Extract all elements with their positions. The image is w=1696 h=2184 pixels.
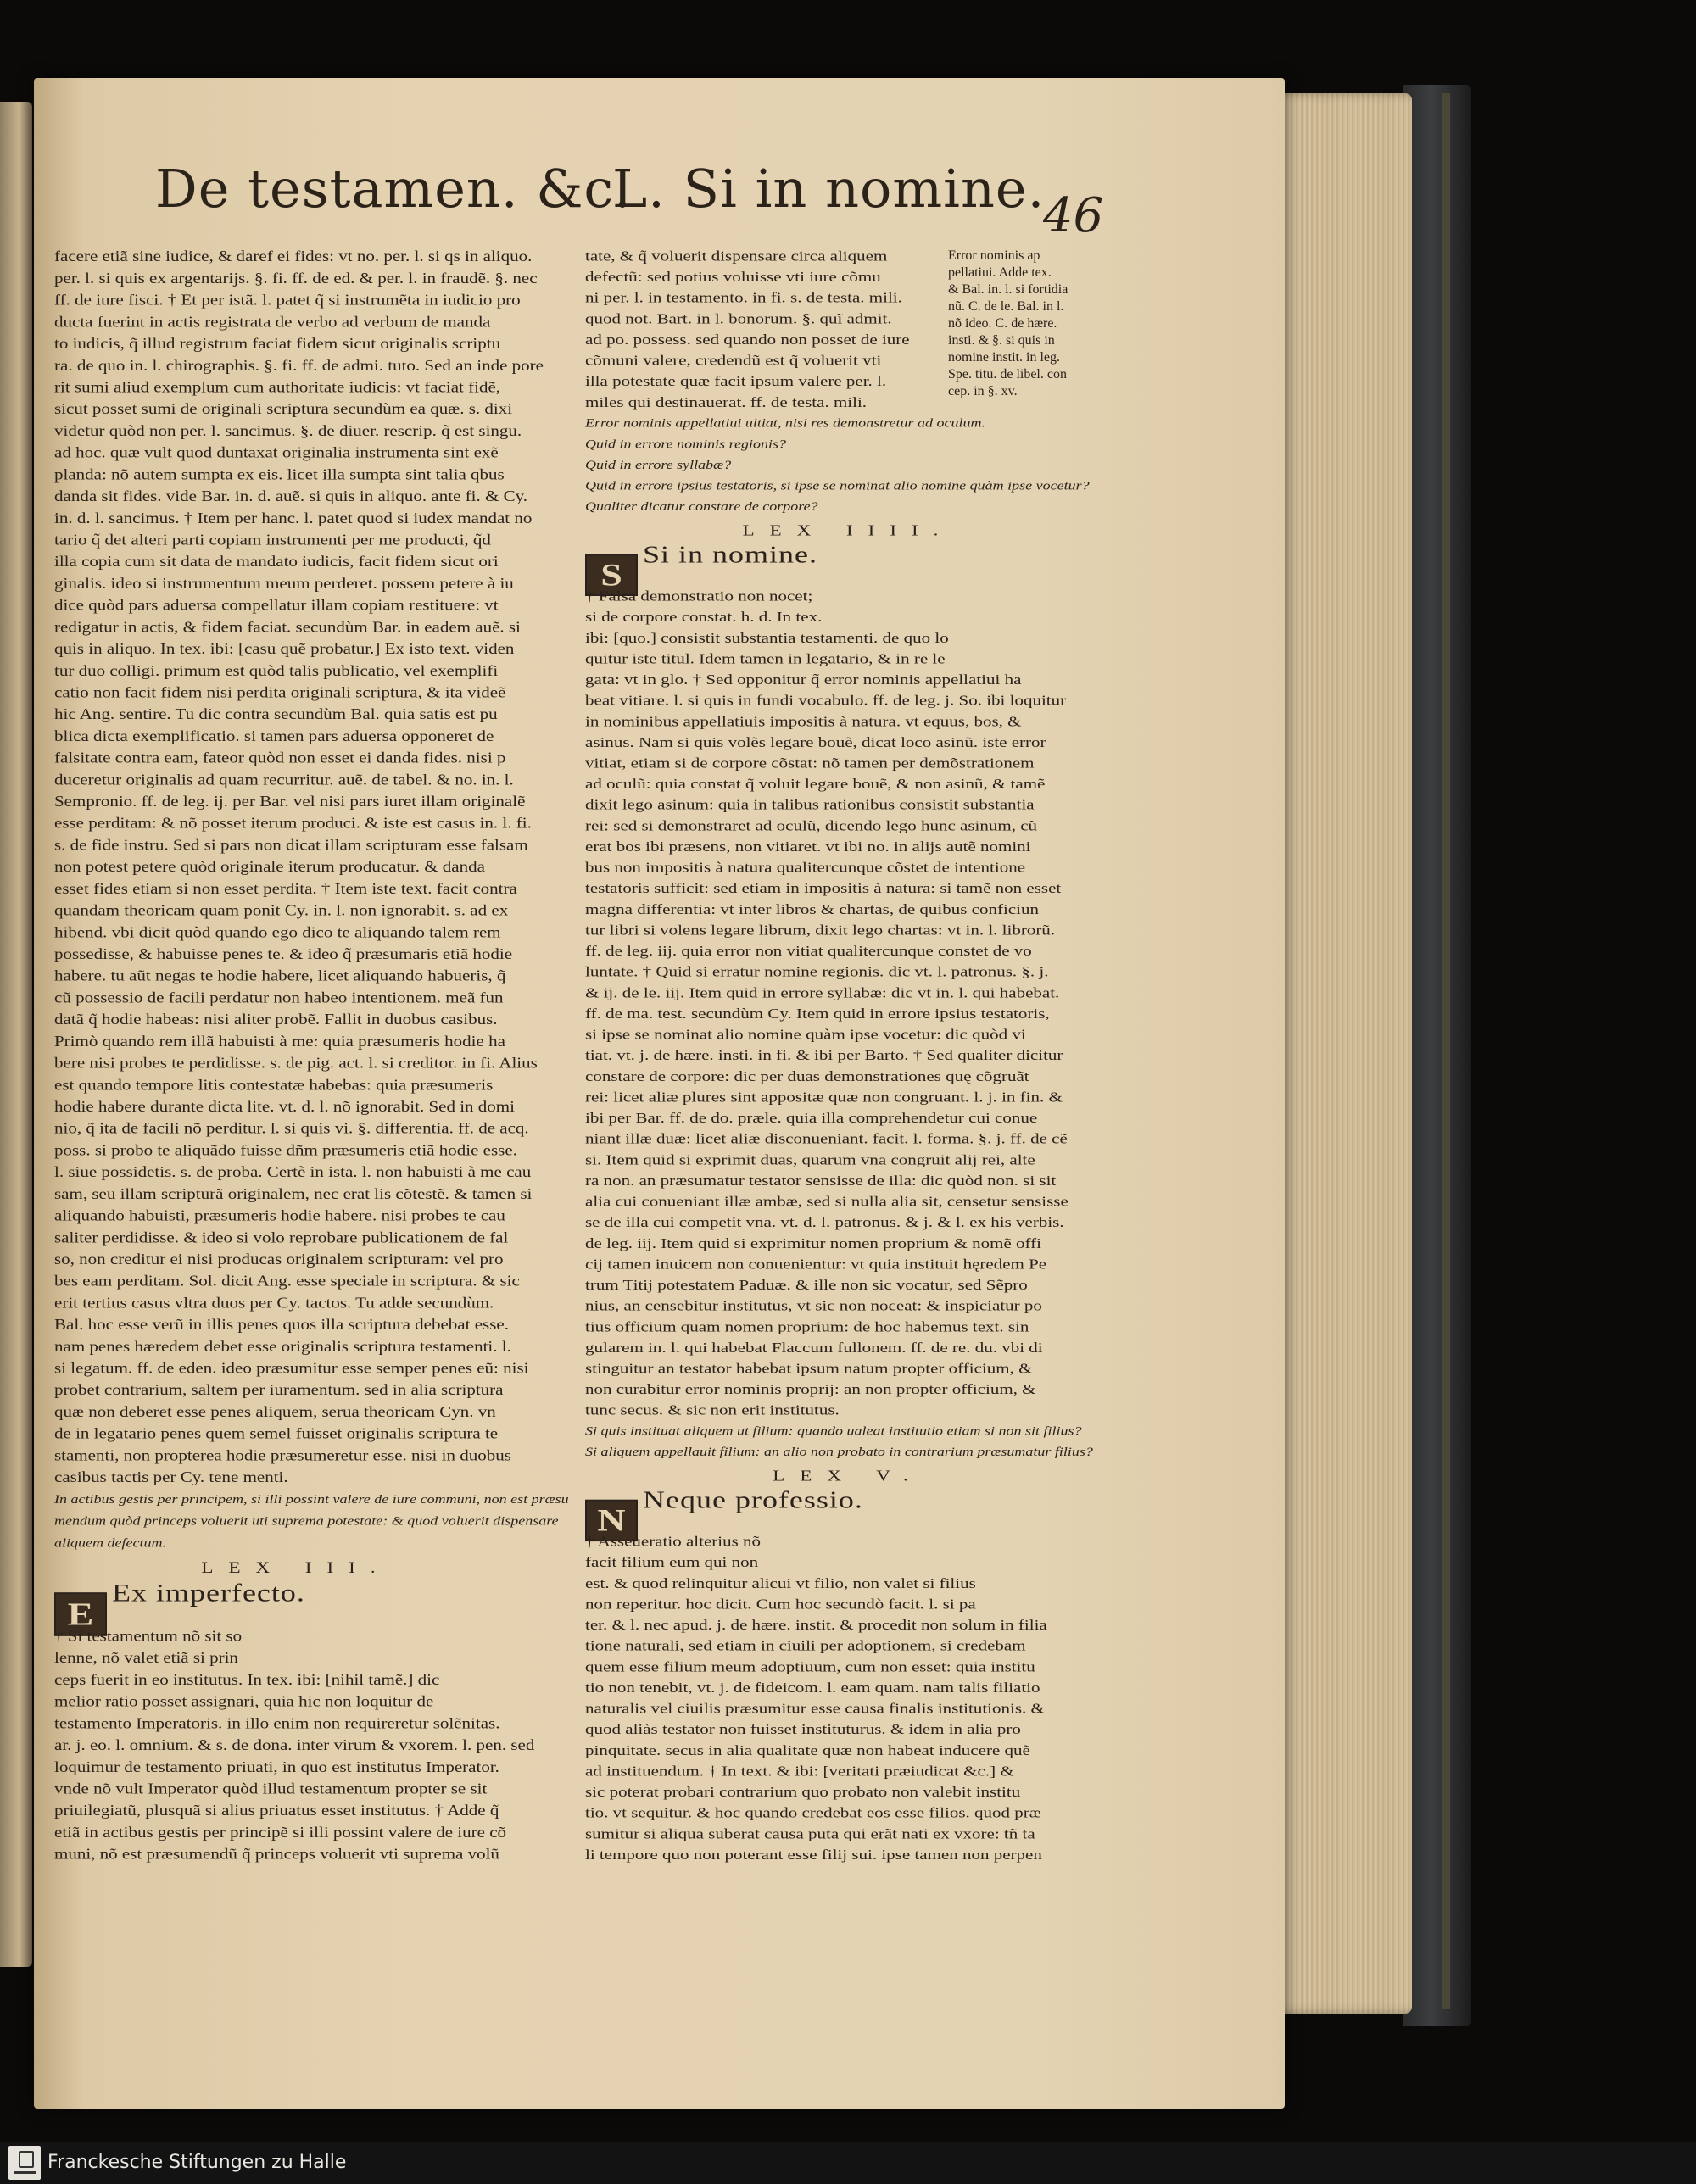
lex-text-line: niant illæ duæ: licet aliæ disconueniant. facit. l. forma. §. j. ff. de cẽ xyxy=(585,1130,1068,1147)
lex-text-line: in nominibus appellatiuis impositis à natura. vt equus, bos, & xyxy=(585,713,1022,730)
dropcap-initial: N xyxy=(585,1500,638,1541)
lex-text-line: dixit lego asinum: quia in talibus rationibus consistit substantia xyxy=(585,796,1035,813)
lex-text-line: ter. & l. nec apud. j. de hære. instit. & procedit non solum in filia xyxy=(585,1616,1047,1634)
lex-text-line: melior ratio posset assignari, quia hic non loquitur de xyxy=(54,1692,434,1710)
lex-incipit: Si in nomine. xyxy=(643,540,818,568)
lex-incipit-line xyxy=(54,1578,538,1632)
text-line: habere. tu aũt negas te hodie habere, licet aliquando habueris, q̃ xyxy=(54,967,506,984)
lex-text-line: lenne, nõ valet etiã si prin xyxy=(54,1649,238,1667)
text-line: danda sit fides. vide Bar. in. d. auẽ. si quis in aliquo. ante fi. & Cy. xyxy=(54,488,527,505)
lex-text-line: erat bos ibi præsens, non vitiaret. vt ibi no. in alijs autẽ nomini xyxy=(585,838,1031,855)
lex-text-line: bus non impositis à natura qualitercunque cõstet de intentione xyxy=(585,859,1026,876)
text-line: nam penes hæredem debet esse originalis scriptura testamenti. l. xyxy=(54,1338,511,1355)
text-line: planda: nõ autem sumpta ex eis. licet illa sumpta sint talia qbus xyxy=(54,465,505,483)
lex-text-line: priuilegiatũ, plusquã si alius priuatus esset institutus. † Adde q̃ xyxy=(54,1802,499,1819)
text-line: tario q̃ det alteri parti copiam instrumenti per me producti, q̃d xyxy=(54,531,491,549)
text-line: redigatur in actis, & fidem faciat. secundùm Bar. in eadem auẽ. si xyxy=(54,618,521,636)
lex-text-line: facit filium eum qui non xyxy=(585,1554,759,1571)
text-line: Primò quando rem illã habuisti à me: quia præsumeris hodie ha xyxy=(54,1033,505,1050)
summary-line: Quid in errore ipsius testatoris, si ipse se nominat alio nomine quàm ipse vocetur? xyxy=(585,478,1090,493)
text-line: aliquando habuisti, præsumeris hodie habere. nisi probes te cau xyxy=(54,1206,505,1224)
lex-text-line: non reperitur. hoc dicit. Cum hoc secundò facit. l. si pa xyxy=(585,1596,976,1613)
text-line: videtur quòd non per. l. sancimus. §. de diuer. rescrip. q̃ est singu. xyxy=(54,422,522,440)
lex-heading: LEX IIII. xyxy=(742,521,954,539)
text-line: ducta fuerint in actis registrata de verbo ad verbum de manda xyxy=(54,313,491,331)
lex-text-line: & ij. de le. iij. Item quid in errore syllabæ: dic vt in. l. qui habebat. xyxy=(585,984,1060,1001)
text-line: duceretur originalis ad quam recurritur. auẽ. de tabel. & no. in. l. xyxy=(54,771,514,788)
lex-text-line: asinus. Nam si quis volẽs legare bouẽ, dicat loco asinũ. iste error xyxy=(585,733,1046,750)
text-line: quod not. Bart. in l. bonorum. §. quĩ admit. xyxy=(585,310,892,327)
lex-text-line: trum Titij potestatem Paduæ. & ille non sic vocatur, sed Sẽpro xyxy=(585,1276,1028,1293)
text-line: saliter perdidisse. & ideo si volo reprobare publicationem de fal xyxy=(54,1228,509,1246)
text-line: dice quòd pars aduersa compellatur illam copiam restituere: vt xyxy=(54,596,499,614)
lex-text-line: quem esse filium meum adoptiuum, cum non esset: quia institu xyxy=(585,1658,1035,1675)
lex-text-line: gata: vt in glo. † Sed opponitur q̃ error nominis appellatiui ha xyxy=(585,671,1022,688)
lex-text-line: rei: sed si demonstraret ad oculũ, dicendo lego hunc asinum, cũ xyxy=(585,817,1038,834)
lex-text-line: quod aliàs testator non fuisset instituturus. & idem in alia pro xyxy=(585,1721,1021,1738)
lex-text-line: gularem in. l. qui habebat Flaccum fullonem. ff. de re. du. vbi di xyxy=(585,1339,1043,1356)
lex-text-line: pinquitate. secus in alia qualitate quæ non habeat inducere quẽ xyxy=(585,1741,1030,1758)
text-line: poss. si probo te aliquãdo fuisse dñm præsumeris etiã hodie esse. xyxy=(54,1141,517,1159)
lex-text-line: nius, an censebitur institutus, vt sic non noceat: & inspiciatur po xyxy=(585,1297,1042,1314)
summary-line: Si quis instituat aliquem ut filium: quando ualeat institutio etiam si non sit filius? xyxy=(585,1424,1082,1438)
lex-text-line: tunc secus. & sic non erit institutus. xyxy=(585,1401,840,1418)
lex-text-line: ff. de leg. iij. quia error non vitiat qualitercunque constet de vo xyxy=(585,942,1032,960)
lex-incipit-line xyxy=(585,1485,1111,1538)
lex-text-line: ad oculũ: quia constat q̃ voluit legare bouẽ, & non asinũ, & tamẽ xyxy=(585,776,1046,793)
text-line: esset fides etiam si non esset perdita. † Item iste text. facit contra xyxy=(54,880,517,898)
text-line: ra. de quo in. l. chirographis. §. fi. ff. de admi. tuto. Sed an inde pore xyxy=(54,357,544,374)
text-line: falsitate contra eam, fateor quòd non esset ei danda fides. nisi p xyxy=(54,749,506,766)
running-head-right: L. Si in nomine. xyxy=(612,158,1046,220)
marginal-note-line: Error nominis ap xyxy=(948,248,1040,263)
text-line: sicut posset sumi de originali scriptura secundùm ea quæ. s. dixi xyxy=(54,400,513,418)
lex-text-line: tio. vt sequitur. & hoc quando credebat eos esse filios. quod præ xyxy=(585,1804,1041,1821)
running-head-left: De testamen. &c. xyxy=(155,158,632,220)
lex-text-line: quitur iste titul. Idem tamen in legatario, & in re le xyxy=(585,650,946,667)
lex-text-line: est. & quod relinquitur alicui vt filio, non valet si filius xyxy=(585,1574,976,1591)
text-line: de in legatario penes quem semel fuisset originalis scriptura te xyxy=(54,1424,499,1442)
text-line: per. l. si quis ex argentarijs. §. fi. ff. de ed. & per. l. in fraudẽ. §. nec xyxy=(54,270,538,287)
lex-text-line: tur libri si volens legare librum, dixit lego chartas: vt in. l. librorũ. xyxy=(585,922,1056,939)
text-line: Bal. hoc esse verũ in illis penes quos illa scriptura debebat esse. xyxy=(54,1316,509,1334)
text-line: l. siue possidetis. s. de proba. Certè in ista. l. non habuisti à me cau xyxy=(54,1163,532,1181)
lex-text-line: † Falsa demonstratio non nocet; xyxy=(585,588,813,604)
lex-incipit: Ex imperfecto. xyxy=(112,1578,305,1607)
text-line: ad po. possess. sed quando non posset de iure xyxy=(585,331,910,348)
lex-text-line: ibi: [quo.] consistit substantia testamenti. de quo lo xyxy=(585,629,949,646)
text-line: illa potestate quæ facit ipsum valere per. l. xyxy=(585,373,887,390)
text-line: sam, seu illam scripturã originalem, nec erat lis cõtestẽ. & tamen si xyxy=(54,1185,533,1202)
text-line: probet contrarium, saltem per iuramentum. sed in alia scriptura xyxy=(54,1381,504,1399)
lex-heading: LEX V. xyxy=(773,1467,923,1485)
right-column xyxy=(585,246,1111,1865)
text-line: si legatum. ff. de eden. ideo præsumitur esse semper penes eũ: nisi xyxy=(54,1359,529,1377)
summary-line: Quid in errore syllabæ? xyxy=(585,458,732,472)
lex-text-line: loquimur de testamento priuati, in quo est institutus Imperator. xyxy=(54,1758,499,1775)
summary-line: Error nominis appellatiui uitiat, nisi res demonstretur ad oculum. xyxy=(585,415,985,430)
text-line: ff. de iure fisci. † Et per istã. l. patet q̃ si instrumẽta in iudicio pro xyxy=(54,291,521,309)
text-line: in. d. l. sancimus. † Item per hanc. l. patet quod si iudex mandat no xyxy=(54,510,533,526)
lex-text-line: luntate. † Quid si erratur nomine regionis. dic vt. l. patronus. §. j. xyxy=(585,963,1049,980)
institution-logo-icon xyxy=(8,2146,41,2180)
text-line: s. de fide instru. Sed si pars non dicat illam scripturam esse falsam xyxy=(54,836,528,854)
footer-institution: Franckesche Stiftungen zu Halle xyxy=(47,2152,347,2173)
summary-line: Qualiter dicatur constare de corpore? xyxy=(585,499,818,514)
lex-text-line: si ipse se nominat alio nomine quàm ipse vocetur: dic quòd vi xyxy=(585,1026,1026,1043)
lex-text-line: magna differentia: vt inter libros & chartas, de quibus conficiun xyxy=(585,900,1039,917)
text-line: datã q̃ hodie habeas: nisi aliter probẽ. Fallit in duobus casibus. xyxy=(54,1011,498,1028)
lex-text-line: ra non. an præsumatur testator sensisse de illa: dic quòd non. si sit xyxy=(585,1172,1057,1189)
lex-text-line: testatoris sufficit: sed etiam in impositis à natura: si tamẽ non esset xyxy=(585,880,1062,897)
text-line: nio, q̃ ita de facili nõ perditur. l. si quis vi. §. differentia. ff. de acq. xyxy=(54,1119,529,1137)
lex-text-line: testamento Imperatoris. in illo enim non requireretur solẽnitas. xyxy=(54,1714,500,1732)
lex-text-line: ceps fuerit in eo institutus. In tex. ibi: [nihil tamẽ.] dic xyxy=(54,1671,440,1689)
text-line: possedisse, & habuisse penes te. & ideo q̃ præsumaris etiã hodie xyxy=(54,945,513,963)
text-line: ginalis. ideo si instrumentum meum perderet. possem petere à iu xyxy=(54,575,514,593)
page-number: 46 xyxy=(1043,188,1104,243)
lex-text-line: muni, nõ est præsumendũ q̃ princeps voluerit vti suprema volũ xyxy=(54,1845,499,1863)
text-line: so, non creditur ei nisi producas originalem scripturam: vel pro xyxy=(54,1251,504,1268)
dropcap-initial: S xyxy=(585,554,638,596)
left-column xyxy=(54,246,569,1865)
lex-text-line: se de illa cui competit vna. vt. d. l. patronus. & j. & l. ex his verbis. xyxy=(585,1214,1064,1231)
text-line: bere nisi probes te perdidisse. s. de pig. act. l. si creditor. in fi. Alius xyxy=(54,1054,538,1072)
text-line: quandam theoricam quam ponit Cy. in. l. non ignorabit. s. ad ex xyxy=(54,901,509,919)
lex-text-line: rei: licet aliæ plures sint appositæ quæ non congruant. l. j. in fin. & xyxy=(585,1089,1063,1106)
lex-text-line: tius officium quam nomen proprium: de hoc habemus text. sin xyxy=(585,1318,1029,1335)
text-line: hodie habere durante dicta lite. vt. d. l. nõ ignorabit. Sed in domi xyxy=(54,1098,515,1116)
dropcap-initial: E xyxy=(54,1592,107,1635)
text-line: defectũ: sed potius voluisse vti iure cõmu xyxy=(585,269,881,286)
text-line: ni per. l. in testamento. in fi. s. de testa. mili. xyxy=(585,289,902,306)
text-line: esse perditam: & nõ posset iterum produci. & iste est casus in. l. fi. xyxy=(54,814,532,832)
summary-line: In actibus gestis per principem, si illi possint valere de iure communi, non est præsu xyxy=(54,1491,569,1507)
lex-text-line: tiat. vt. j. de hære. insti. in fi. & ibi per Barto. † Sed qualiter dicitur xyxy=(585,1047,1063,1064)
text-line: to iudicis, q̃ illud registrum faciat fidem sicut originalis scriptu xyxy=(54,335,501,353)
lex-text-line: tio non tenebit, vt. j. de fideicom. l. eam quam. nam talis filiatio xyxy=(585,1679,1040,1696)
lex-text-line: tione naturali, sed etiam in ciuili per adoptionem, si credebam xyxy=(585,1637,1026,1654)
text-line: hic Ang. sentire. Tu dic contra secundùm Bal. quia satis est pu xyxy=(54,705,498,723)
lex-text-line: ar. j. eo. l. omnium. & s. de dona. inter virum & vxorem. l. pen. sed xyxy=(54,1736,535,1754)
lex-text-line: † Si testamentum nõ sit so xyxy=(54,1627,243,1645)
lex-text-line: li tempore quo non poterant esse filij sui. ipse tamen non perpen xyxy=(585,1846,1042,1863)
text-line: rit sumi aliud exemplum cum authoritate iudicis: vt faciat fidẽ, xyxy=(54,378,501,396)
text-line: facere etiã sine iudice, & daref ei fides: vt no. per. l. si qs in aliquo. xyxy=(54,248,533,265)
lex-text-line: alia cui conueniant illæ ambæ, sed si nulla alia sit, censetur sensisse xyxy=(585,1193,1068,1210)
lex-heading: LEX III. xyxy=(201,1558,391,1577)
lex-text-line: si. Item quid si exprimit duas, quarum vna congruit alij rei, alte xyxy=(585,1151,1035,1168)
lex-text-line: ad instituendum. † In text. & ibi: [veritati præiudicat &c.] & xyxy=(585,1763,1014,1780)
text-line: quis in aliquo. In tex. ibi: [casu quẽ probatur.] Ex isto text. viden xyxy=(54,640,515,658)
summary-line: aliquem defectum. xyxy=(54,1535,166,1550)
marginal-note-line: insti. & §. si quis in xyxy=(948,333,1055,348)
text-line: blica dicta exemplificatio. si tamen pars aduersa opponeret de xyxy=(54,727,494,745)
lex-text-line: stinguitur an testator habebat ipsum natum propter officium, & xyxy=(585,1360,1033,1377)
summary-line: Si aliquem appellauit filium: an alio non probato in contrarium præsumatur filius? xyxy=(585,1445,1093,1459)
lex-text-line: non curabitur error nominis proprij: an non propter officium, & xyxy=(585,1381,1036,1398)
book-cover-edge xyxy=(1403,85,1471,2026)
page-fore-edge xyxy=(1268,93,1412,2014)
text-line: erit tertius casus vltra duos per Cy. tactos. Tu adde secundùm. xyxy=(54,1294,494,1312)
marginal-note-line: nõ ideo. C. de hære. xyxy=(948,316,1057,331)
text-line: tur duo colligi. primum est quòd talis publicatio, vel exemplifi xyxy=(54,662,499,679)
text-line: quæ non deberet esse penes aliquem, serua theoricam Cyn. vn xyxy=(54,1403,496,1421)
summary-line: mendum quòd princeps voluerit uti suprema potestate: & quod voluerit dispensare xyxy=(54,1513,559,1528)
marginal-note-line: & Bal. in. l. si fortidia xyxy=(948,282,1068,297)
text-line: catio non facit fidem nisi perdita originali scriptura, & ita videẽ xyxy=(54,683,506,701)
text-line: hibend. vbi dicit quòd quando ego dico te aliquando talem rem xyxy=(54,923,501,941)
lex-text-line: beat vitiare. l. si quis in fundi vocabulo. ff. de leg. j. So. ibi loquitur xyxy=(585,692,1067,709)
lex-text-line: sumitur si aliqua suberat causa puta qui erãt nati ex vxore: tñ ta xyxy=(585,1825,1035,1842)
text-line: illa copia cum sit data de mandato iudicis, facit fidem sicut ori xyxy=(54,553,499,571)
cover-binding xyxy=(1442,93,1450,2009)
text-line: cõmuni valere, credendũ est q̃ voluerit vti xyxy=(585,352,882,369)
lex-text-line: ibi per Bar. ff. de do. præle. quia illa comprehendetur cui conue xyxy=(585,1109,1038,1127)
text-line: cũ possessio de facili perdatur non habeo intentionem. meã fun xyxy=(54,989,504,1006)
previous-page-edge xyxy=(0,102,32,1967)
lex-text-line: vnde nõ vult Imperator quòd illud testamentum propter se sit xyxy=(54,1780,488,1797)
lex-text-line: de leg. iij. Item quid si exprimitur nomen proprium & nomẽ offi xyxy=(585,1234,1041,1251)
footer-bar xyxy=(0,2142,1696,2184)
summary-line: Quid in errore nominis regionis? xyxy=(585,437,786,451)
text-line: stamenti, non propterea hodie præsumeretur esse. nisi in duobus xyxy=(54,1446,511,1464)
lex-text-line: naturalis vel ciuilis præsumitur esse causa finalis institutionis. & xyxy=(585,1700,1045,1717)
lex-text-line: si de corpore constat. h. d. In tex. xyxy=(585,609,823,626)
marginal-note-line: nũ. C. de le. Bal. in l. xyxy=(948,299,1064,314)
text-line: casibus tactis per Cy. tene menti. xyxy=(54,1468,288,1486)
text-line: miles qui destinauerat. ff. de testa. mili. xyxy=(585,393,868,410)
lex-text-line: vitiat, etiam si de corpore cõstat: nõ tamen per demõstrationem xyxy=(585,755,1035,772)
lex-text-line: sic poterat probari contrarium quo probato non valebit institu xyxy=(585,1783,1021,1801)
text-line: bes eam perditam. Sol. dicit Ang. esse speciale in scriptura. & sic xyxy=(54,1272,520,1290)
text-line: est quando tempore litis contestatæ habebas: quia præsumeris xyxy=(54,1076,494,1094)
lex-text-line: † Asseueratio alterius nõ xyxy=(585,1533,762,1550)
text-line: non potest petere quòd originale iterum producatur. & danda xyxy=(54,858,485,876)
lex-text-line: cij tamen inuicem non conuenientur: vt quia instituit hęredem Pe xyxy=(585,1256,1047,1273)
lex-incipit-line xyxy=(585,540,1111,593)
marginal-note-line: nomine instit. in leg. xyxy=(948,350,1060,365)
lex-text-line: ff. de ma. test. secundùm Cy. Item quid in errore ipsius testatoris, xyxy=(585,1005,1050,1022)
lex-incipit: Neque professio. xyxy=(643,1485,863,1513)
marginal-note-line: pellatiui. Adde tex. xyxy=(948,265,1052,280)
text-line: tate, & q̃ voluerit dispensare circa aliquem xyxy=(585,248,888,265)
marginal-note-line: Spe. titu. de libel. con xyxy=(948,367,1067,382)
marginal-note xyxy=(948,248,1092,400)
text-line: Sempronio. ff. de leg. ij. per Bar. vel nisi pars iuret illam originalẽ xyxy=(54,793,526,811)
lex-text-line: constare de corpore: dic per duas demonstrationes quę cõgruãt xyxy=(585,1067,1029,1084)
text-line: ad hoc. quæ vult quod duntaxat originalia instrumenta sint exẽ xyxy=(54,443,499,461)
lex-text-line: etiã in actibus gestis per principẽ si illi possint valere de iure cõ xyxy=(54,1824,507,1841)
marginal-note-line: cep. in §. xv. xyxy=(948,384,1018,398)
